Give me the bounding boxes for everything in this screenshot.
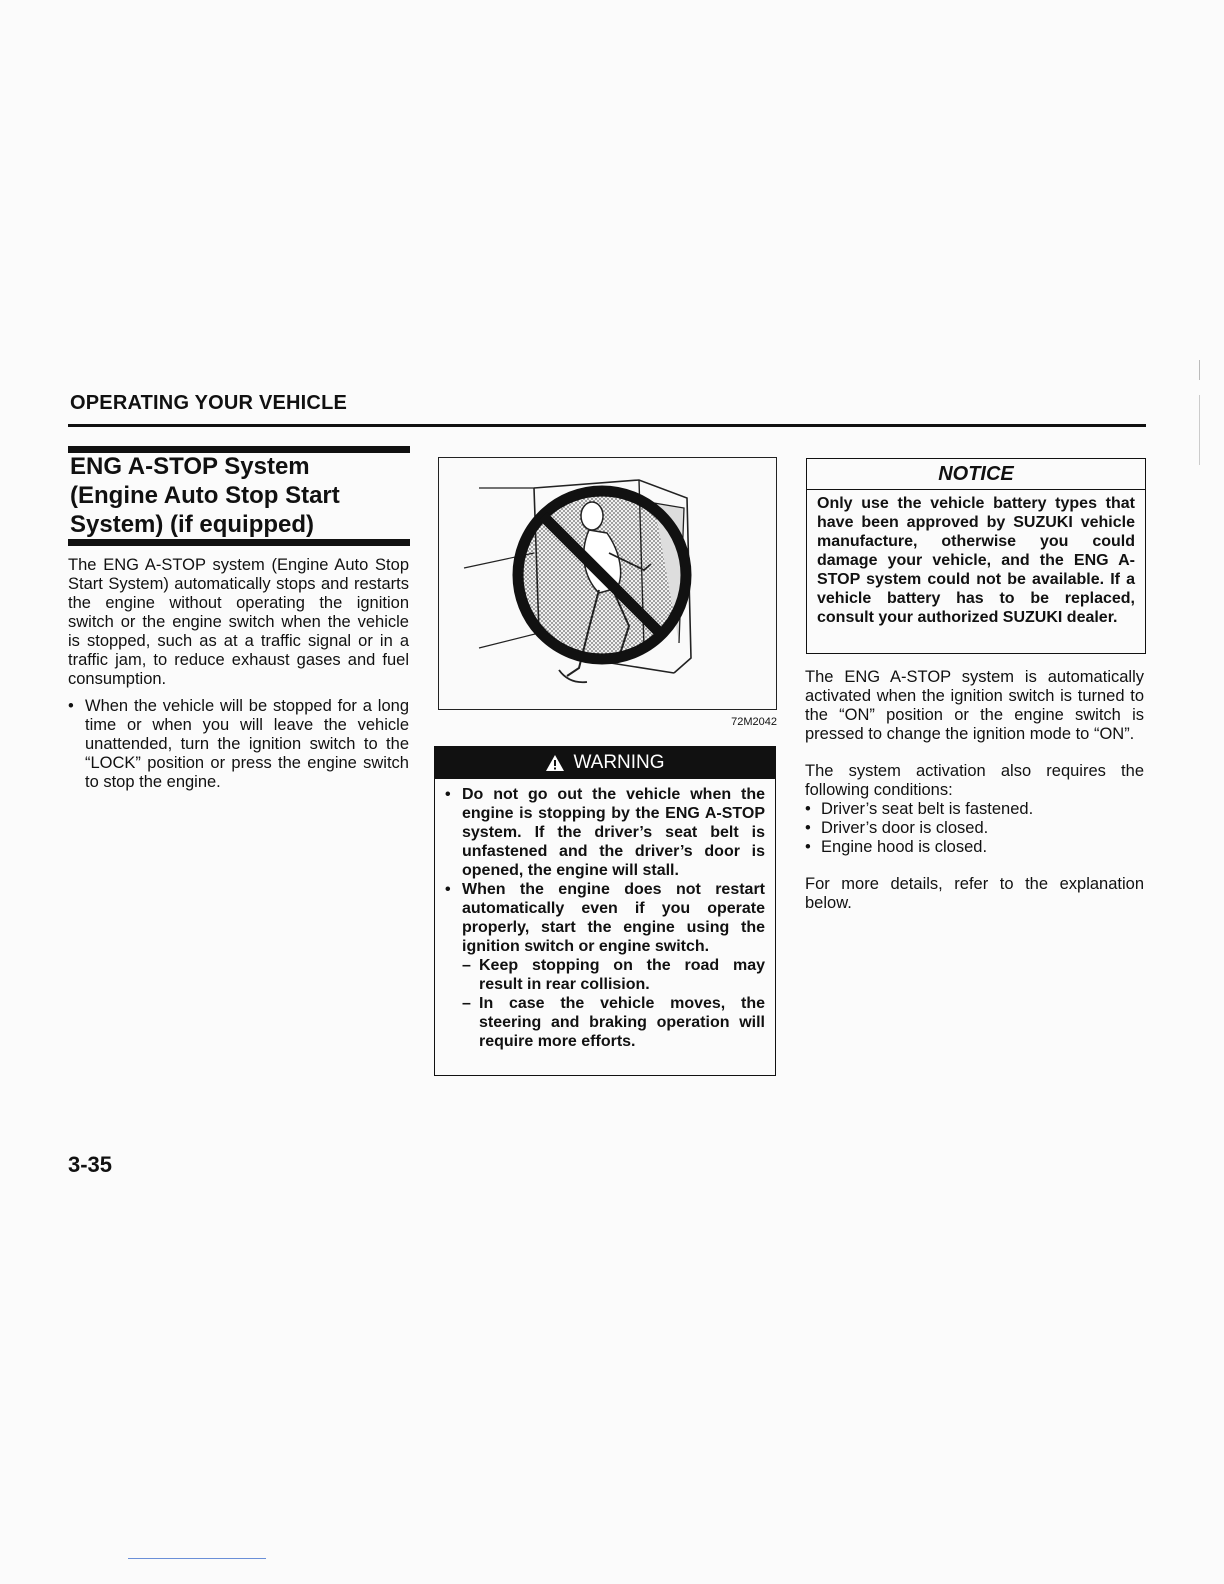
sub-list-item — [462, 994, 765, 1051]
notice-header: NOTICE — [807, 459, 1145, 490]
warning-box — [434, 746, 776, 1076]
list-item — [68, 697, 409, 792]
list-item — [805, 800, 1144, 819]
title-line: ENG A-STOP System — [70, 453, 310, 480]
paragraph: For more details, refer to the explanation below. — [805, 875, 1144, 912]
list-item — [805, 838, 1144, 857]
header-rule — [68, 424, 1146, 427]
list-item-text: Keep stopping on the road may result in rear collision. — [479, 957, 765, 993]
figure-frame — [438, 457, 777, 710]
sub-list-item — [462, 956, 765, 994]
list-item-text: Driver’s door is closed. — [821, 819, 989, 837]
warning-triangle-icon — [545, 754, 565, 772]
activation-section — [805, 668, 1144, 931]
paragraph: The ENG A-STOP system is automatically activated when the ignition switch is turned to the “ON” position or the engine switch is pressed to change the ignition mode to “ON”. — [805, 668, 1144, 743]
warning-header — [435, 747, 775, 779]
list-item — [805, 819, 1144, 838]
list-item-text: When the engine does not restart automatically even if you operate properly, start the engine using the ignition switch or engine switch. — [462, 881, 765, 955]
list-item — [445, 785, 765, 880]
bullet-icon: • — [445, 786, 451, 803]
list-item-text: Driver’s seat belt is fastened. — [821, 800, 1034, 818]
title-line: System) (if equipped) — [70, 511, 315, 538]
list-item-text: In case the vehicle moves, the steering and braking operation will require more efforts. — [479, 995, 765, 1050]
intro-paragraph: The ENG A-STOP system (Engine Auto Stop Start System) automatically stops and restarts the engine without operating the ignition switch or the engine switch when the vehicle is stopped, such as at a traffic signal or in a traffic jam, to reduce exhaust gases and fuel consumption. — [68, 556, 409, 688]
figure-code: 72M2042 — [731, 716, 777, 728]
dash-icon: – — [462, 995, 471, 1012]
bullet-icon: • — [805, 800, 811, 818]
margin-mark — [1199, 360, 1200, 380]
section-header: OPERATING YOUR VEHICLE — [70, 392, 348, 414]
bullet-icon: • — [445, 881, 451, 898]
bullet-icon: • — [805, 819, 811, 837]
page-number: 3-35 — [68, 1152, 113, 1177]
bullet-icon: • — [68, 697, 74, 715]
prohibited-exit-illustration — [439, 458, 775, 708]
list-item — [445, 880, 765, 956]
paragraph: The system activation also requires the following conditions: — [805, 762, 1144, 799]
dash-icon: – — [462, 957, 471, 974]
conditions-list — [805, 800, 1144, 857]
page-title — [70, 452, 410, 539]
notice-box — [806, 458, 1146, 654]
intro-section — [68, 556, 409, 792]
list-item-text: Do not go out the vehicle when the engine is stopping by the ENG A-STOP system. If the driver’s seat belt is unfastened and the driver’s door is opened, the engine will stall. — [462, 786, 765, 879]
title-line: (Engine Auto Stop Start — [70, 482, 340, 509]
list-item-text: When the vehicle will be stopped for a long time or when you will leave the vehicle unattended, turn the ignition switch to the “LOCK” position or press the engine switch to stop the engine. — [85, 697, 409, 791]
bottom-link-underline — [128, 1558, 266, 1559]
notice-text: Only use the vehicle battery types that have been approved by SUZUKI vehicle manufacture, otherwise you could damage your vehicle, and the ENG A-STOP system could not be available. If a vehicle battery has to be replaced, consult your authorized SUZUKI dealer. — [817, 495, 1135, 626]
title-bottom-rule — [68, 539, 410, 546]
list-item-text: Engine hood is closed. — [821, 838, 988, 856]
margin-mark — [1199, 395, 1200, 465]
bullet-icon: • — [805, 838, 811, 856]
warning-body — [435, 779, 775, 1051]
warning-label: WARNING — [573, 752, 665, 773]
